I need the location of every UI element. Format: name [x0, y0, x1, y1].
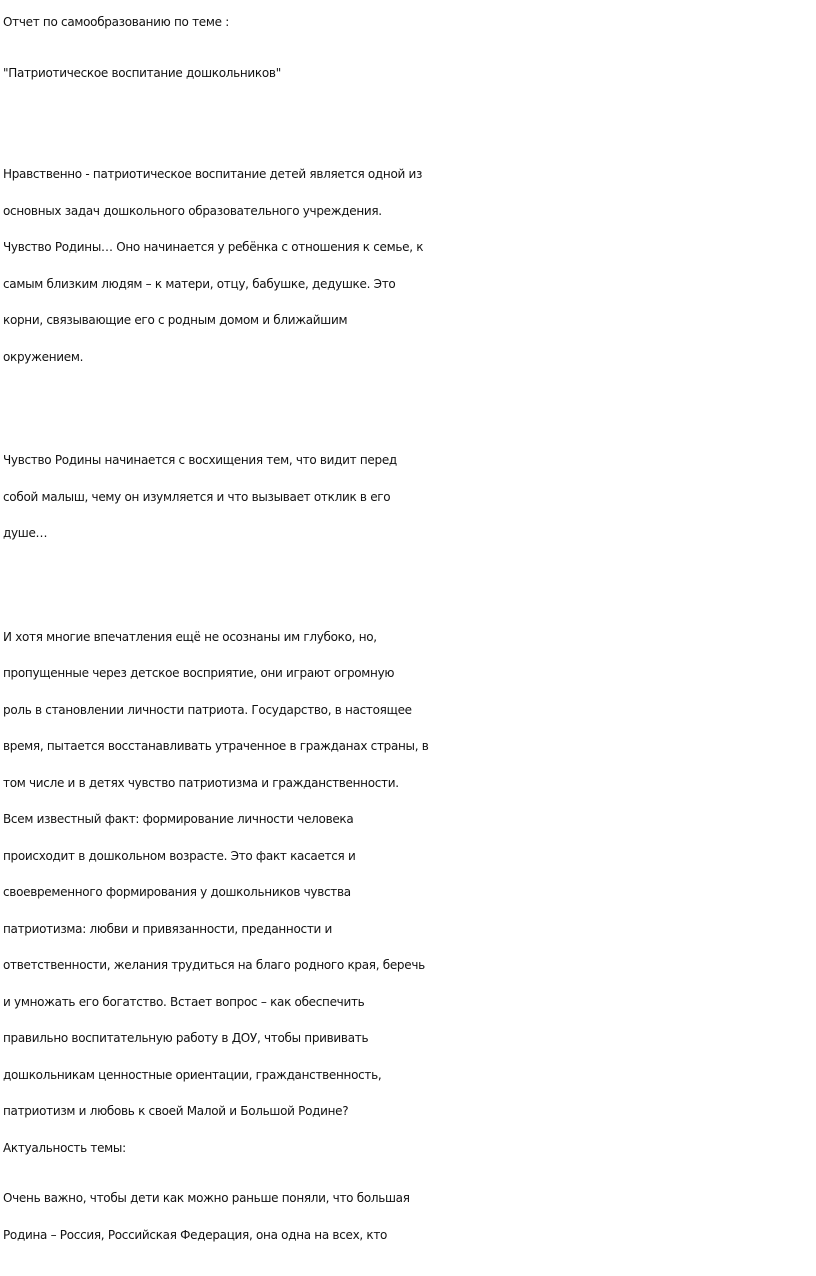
- paragraph-intro: [3, 156, 816, 375]
- text-line: Родина – Россия, Российская Федерация, она одна на всех, кто: [3, 1227, 388, 1242]
- text-line: окружением.: [3, 349, 84, 364]
- paragraph-relevance: [3, 1180, 816, 1253]
- report-title: Отчет по самообразованию по теме :: [3, 15, 229, 29]
- section-heading-relevance: Актуальность темы:: [3, 1140, 126, 1155]
- text-line: и умножать его богатство. Встает вопрос – как обеспечить: [3, 994, 365, 1009]
- text-line: Всем известный факт: формирование личности человека: [3, 812, 354, 826]
- text-line: Чувство Родины… Оно начинается у ребёнка с отношения к семье, к: [3, 240, 424, 254]
- text-line: Чувство Родины начинается с восхищения тем, что видит перед: [3, 453, 397, 467]
- text-line: собой малыш, чему он изумляется и что вызывает отклик в его: [3, 489, 391, 504]
- text-line: роль в становлении личности патриота. Государство, в настоящее: [3, 702, 412, 717]
- text-line: патриотизма: любви и привязанности, преданности и: [3, 921, 333, 936]
- text-line: своевременного формирования у дошкольников чувства: [3, 885, 351, 899]
- text-line: дошкольникам ценностные ориентации, гражданственность,: [3, 1067, 382, 1082]
- text-line: происходит в дошкольном возрасте. Это факт касается и: [3, 848, 356, 863]
- text-line: патриотизм и любовь к своей Малой и Большой Родине?: [3, 1104, 349, 1118]
- text-line: пропущенные через детское восприятие, они играют огромную: [3, 666, 395, 680]
- text-line: Нравственно - патриотическое воспитание детей является одной из: [3, 167, 423, 181]
- text-line: самым близким людям – к матери, отцу, бабушке, дедушке. Это: [3, 276, 396, 291]
- text-line: правильно воспитательную работу в ДОУ, чтобы прививать: [3, 1031, 369, 1045]
- text-line: корни, связывающие его с родным домом и ближайшим: [3, 313, 348, 327]
- text-line: И хотя многие впечатления ещё не осознаны им глубоко, но,: [3, 629, 377, 644]
- spacer: [3, 89, 816, 156]
- text-line: ответственности, желания трудиться на благо родного края, беречь: [3, 958, 425, 972]
- text-line: Очень важно, чтобы дети как можно раньше поняли, что большая: [3, 1191, 410, 1205]
- text-line: время, пытается восстанавливать утраченное в гражданах страны, в: [3, 739, 429, 753]
- spacer: [3, 375, 816, 442]
- text-line: основных задач дошкольного образовательного учреждения.: [3, 203, 382, 218]
- report-topic: "Патриотическое воспитание дошкольников": [3, 66, 281, 80]
- spacer: [3, 552, 816, 619]
- paragraph-homeland-feeling: [3, 442, 816, 552]
- spacer: [3, 1166, 816, 1180]
- paragraph-main: [3, 619, 816, 1167]
- text-line: том числе и в детях чувство патриотизма и гражданственности.: [3, 775, 399, 790]
- text-line: душе…: [3, 526, 48, 540]
